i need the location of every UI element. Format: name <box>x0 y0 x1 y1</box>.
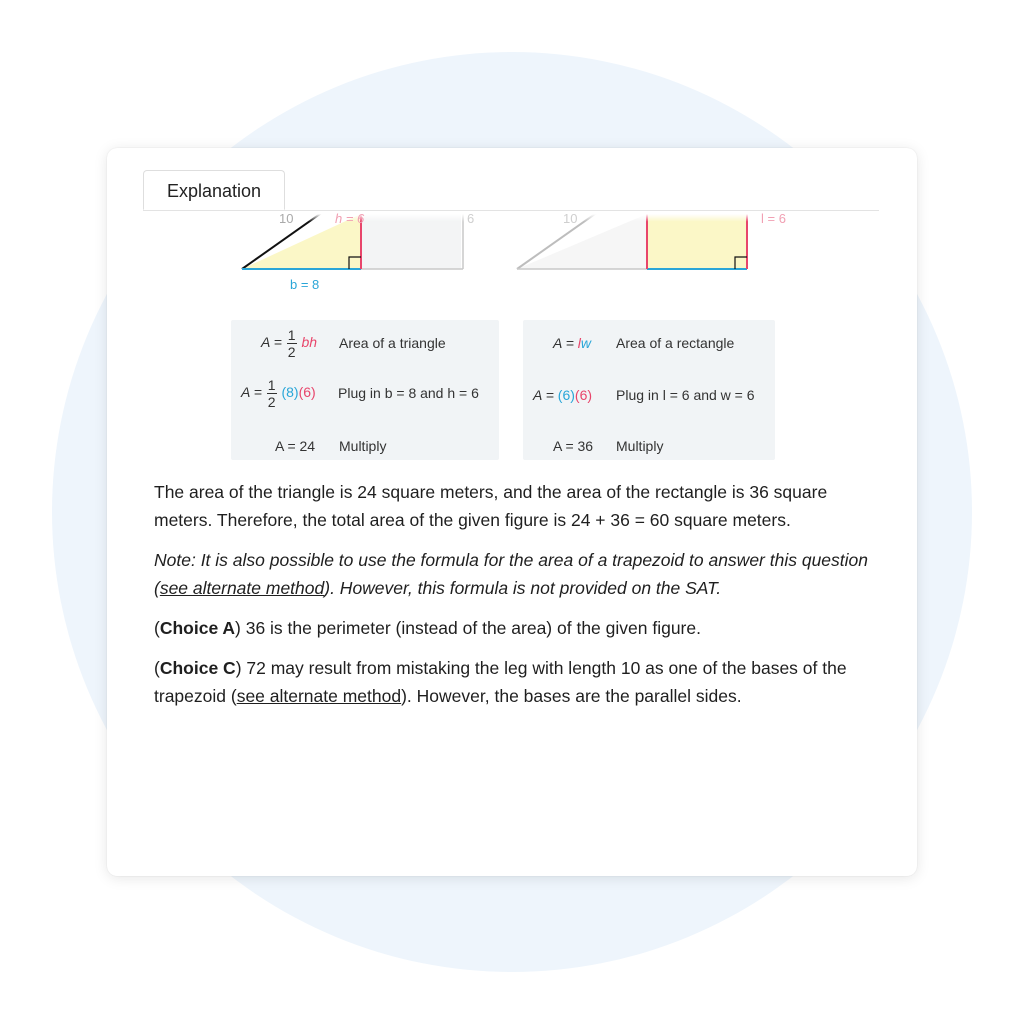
conclusion-paragraph: The area of the triangle is 24 square meters, and the area of the rectangle is 36 square meters. Therefore, the total area of the given figure is 24 + 36 = 60 square meters. <box>154 482 828 530</box>
step-description: Area of a rectangle <box>616 335 735 351</box>
step-description: Plug in l = 6 and w = 6 <box>616 387 755 403</box>
triangle-base-label: b = 8 <box>290 277 320 292</box>
step-description: Area of a triangle <box>339 335 446 351</box>
explanation-text <box>154 478 879 722</box>
alternate-method-link[interactable]: see alternate method <box>159 578 325 598</box>
equation-lhs: A = <box>261 334 282 351</box>
rectangle-work-box <box>523 320 775 460</box>
fraction: $\frac{1}{2}$ <box>267 377 276 410</box>
equation-result: A = 36 <box>553 438 594 454</box>
alternate-method-link[interactable]: see alternate method <box>236 686 402 706</box>
equation-result: A = 24 <box>275 438 316 454</box>
value-height: (6) <box>298 384 316 401</box>
note-paragraph: Note: It is also possible to use the formula for the area of a trapezoid to answer this question (see alternate method). However, this formula is not provided on the SAT. <box>154 550 869 598</box>
triangle-row-formula <box>231 328 499 358</box>
step-description: Multiply <box>339 438 387 454</box>
equation-lhs: A = <box>241 384 262 401</box>
figure-diagrams <box>227 214 807 314</box>
choice-a-paragraph: (Choice A) 36 is the perimeter (instead of the area) of the given figure. <box>154 618 701 638</box>
equation-vars: bh <box>301 334 318 351</box>
triangle-work-box <box>231 320 499 460</box>
rectangle-row-result <box>523 438 775 468</box>
value-base: (8) <box>281 384 299 401</box>
rectangle-leg-label: 10 <box>563 211 578 226</box>
tab-explanation[interactable]: Explanation <box>143 170 285 210</box>
triangle-side-label: 6 <box>467 211 475 226</box>
rectangle-length-label: l = 6 <box>761 211 786 226</box>
choice-c-label: Choice C <box>159 658 236 678</box>
equation-lhs: A = <box>533 387 554 403</box>
explanation-card <box>107 148 917 876</box>
choice-a-label: Choice A <box>159 618 236 638</box>
triangle-leg-label: 10 <box>279 211 294 226</box>
value-width: (6) <box>557 387 575 403</box>
tab-bar <box>143 170 879 211</box>
triangle-height-label: h = 6 <box>335 211 365 226</box>
rectangle-row-formula <box>523 335 775 365</box>
step-description: Plug in b = 8 and h = 6 <box>338 385 479 401</box>
triangle-row-result <box>231 438 499 468</box>
fraction: $\frac{1}{2}$ <box>287 327 296 360</box>
choice-c-paragraph: (Choice C) 72 may result from mistaking the leg with length 10 as one of the bases of the trapezoid (see alternate method). However, the bases are the parallel sides. <box>154 658 847 706</box>
figures <box>227 211 807 314</box>
equation-vars: lw <box>577 335 592 351</box>
step-description: Multiply <box>616 438 664 454</box>
rectangle-row-plugin <box>523 387 775 417</box>
value-length: (6) <box>574 387 593 403</box>
triangle-row-plugin <box>231 378 499 408</box>
equation-lhs: A = <box>553 335 574 351</box>
